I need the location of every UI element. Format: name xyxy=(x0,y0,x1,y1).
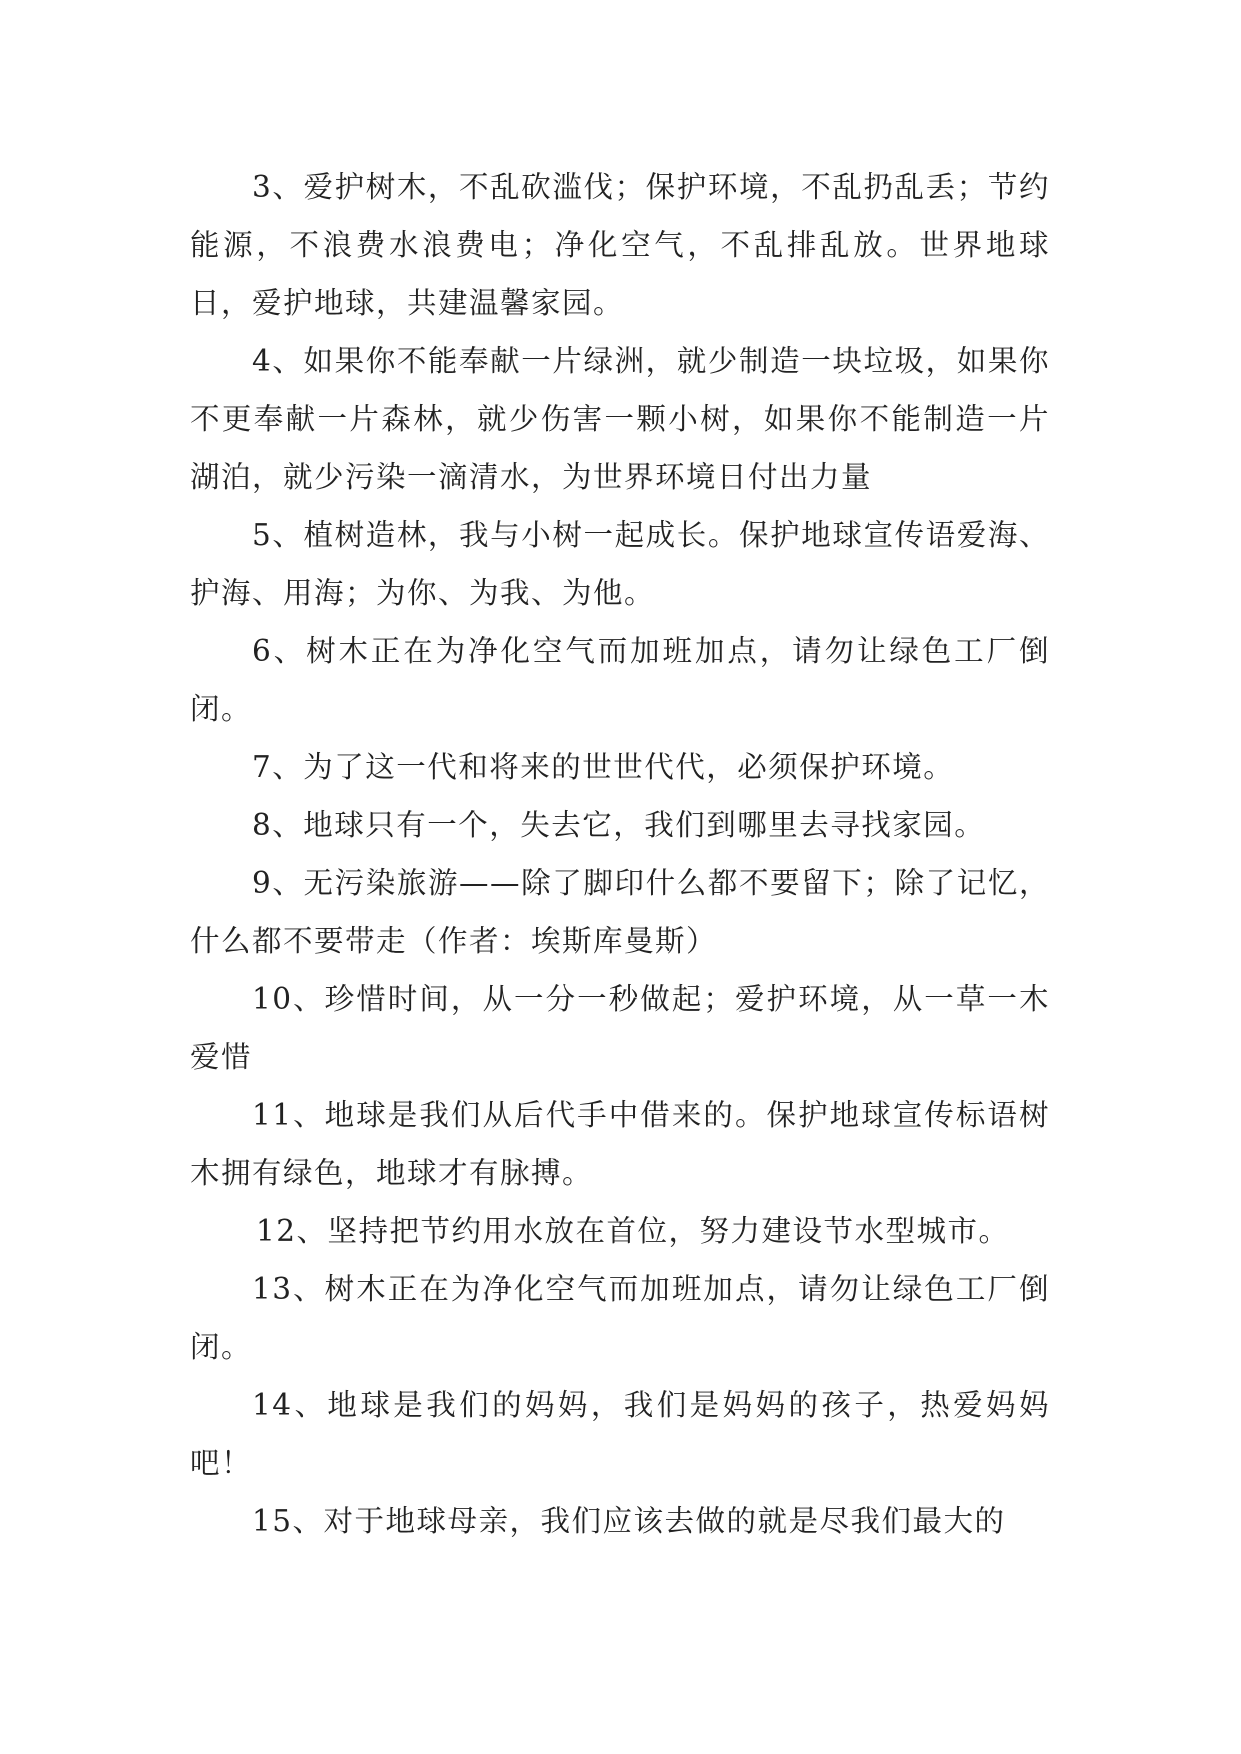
paragraph-15: 15、对于地球母亲，我们应该去做的就是尽我们最大的 xyxy=(252,1504,1006,1538)
paragraph-9: 9、无污染旅游——除了脚印什么都不要留下；除了记忆，什么都不要带走（作者：埃斯库曼斯） xyxy=(190,866,1050,958)
paragraph-10: 10、珍惜时间，从一分一秒做起；爱护环境，从一草一木爱惜 xyxy=(190,982,1050,1074)
paragraph-11: 11、地球是我们从后代手中借来的。保护地球宣传标语树木拥有绿色，地球才有脉搏。 xyxy=(190,1098,1050,1190)
paragraph-6: 6、树木正在为净化空气而加班加点，请勿让绿色工厂倒闭。 xyxy=(190,634,1050,726)
paragraph-7: 7、为了这一代和将来的世世代代，必须保护环境。 xyxy=(252,750,955,784)
paragraph-8: 8、地球只有一个，失去它，我们到哪里去寻找家园。 xyxy=(252,808,986,842)
paragraph-12: 12、坚持把节约用水放在首位，努力建设节水型城市。 xyxy=(256,1214,1010,1248)
paragraph-14: 14、地球是我们的妈妈，我们是妈妈的孩子，热爱妈妈吧！ xyxy=(190,1388,1050,1480)
paragraph-13: 13、树木正在为净化空气而加班加点，请勿让绿色工厂倒闭。 xyxy=(190,1272,1050,1364)
paragraph-4: 4、如果你不能奉献一片绿洲，就少制造一块垃圾，如果你不更奉献一片森林，就少伤害一颗小树，如果你不能制造一片湖泊，就少污染一滴清水，为世界环境日付出力量 xyxy=(190,344,1050,494)
paragraph-5: 5、植树造林，我与小树一起成长。保护地球宣传语爱海、护海、用海；为你、为我、为他。 xyxy=(190,518,1050,610)
document-body xyxy=(190,158,1050,1550)
paragraph-3: 3、爱护树木，不乱砍滥伐；保护环境，不乱扔乱丢；节约能源，不浪费水浪费电；净化空气，不乱排乱放。世界地球日，爱护地球，共建温馨家园。 xyxy=(190,170,1050,320)
